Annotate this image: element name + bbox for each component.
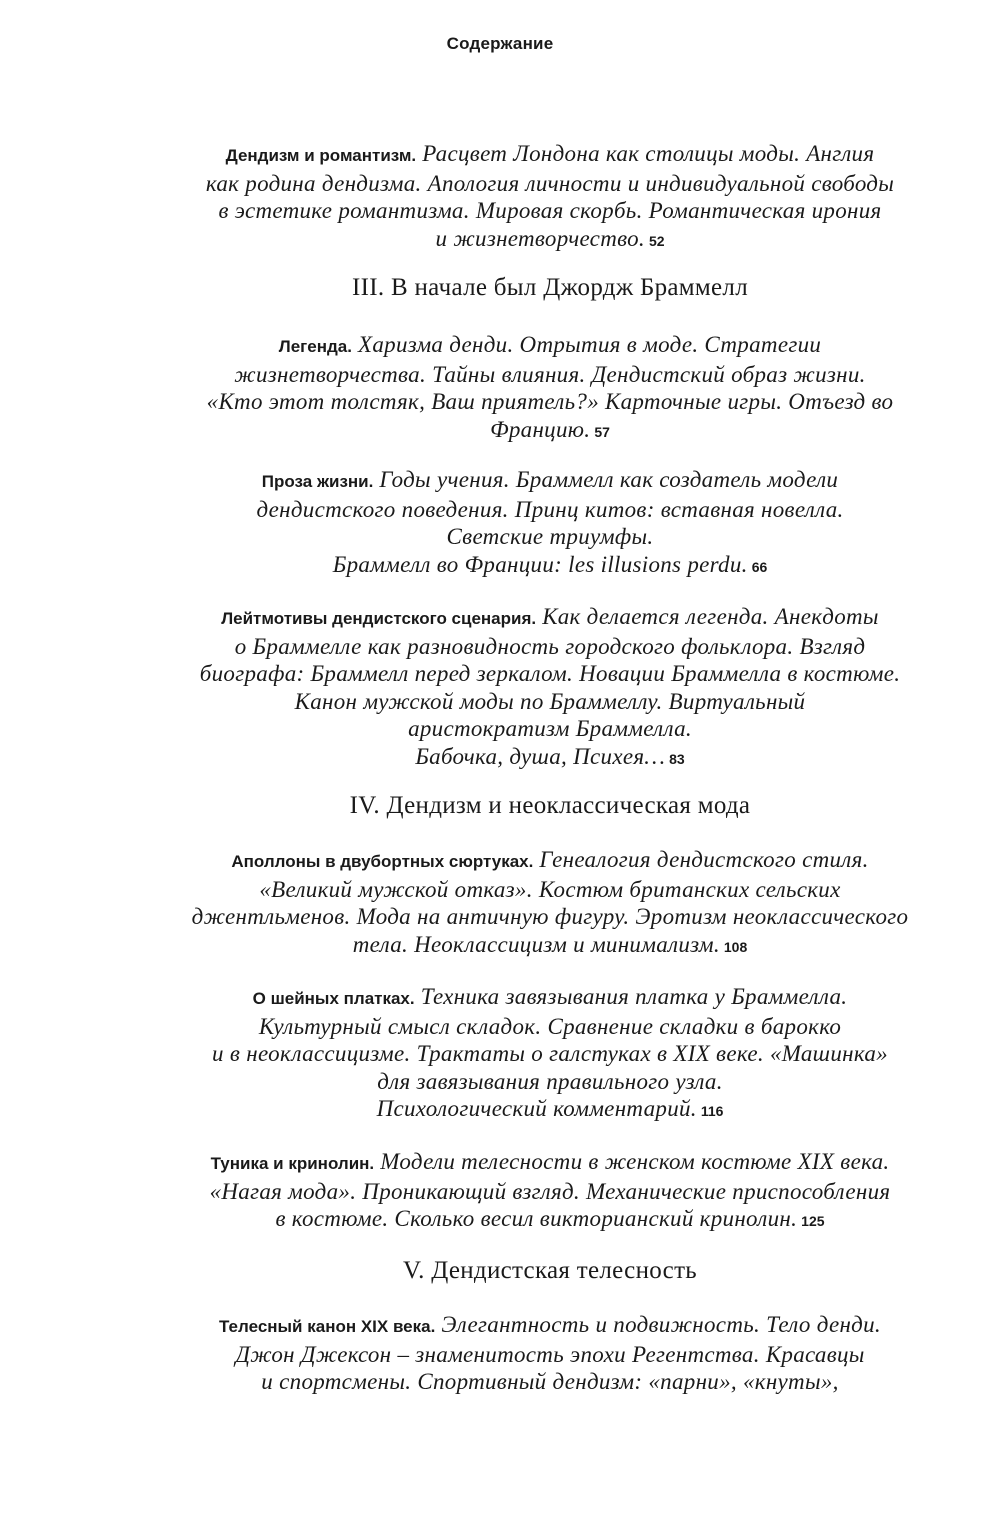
entry-text: Генеалогия дендистского стиля. — [539, 847, 869, 872]
entry-line: Культурный смысл складок. Сравнение складки в барокко — [258, 1013, 842, 1039]
entry-line — [110, 140, 990, 170]
entry-line: «Кто этот толстяк, Ваш приятель?» Карточные игры. Отъезд во — [206, 389, 894, 414]
entry-text: Браммелл во Франции: les illusions perdu. — [332, 551, 748, 577]
entry-text: тела. Неоклассицизм и минимализм. — [352, 931, 720, 957]
entry-line — [110, 551, 990, 582]
entry-line — [110, 931, 990, 962]
entry-line: Канон мужской моды по Браммеллу. Виртуальный — [294, 688, 806, 714]
entry-line: о Браммелле как разновидность городского фольклора. Взгляд — [234, 633, 866, 659]
entry-line: «Великий мужской отказ». Костюм британских сельских — [259, 876, 841, 902]
entry-line: биографа: Браммелл перед зеркалом. Новации Браммелла в костюме. — [199, 661, 901, 686]
entry-line: Светские триумфы. — [446, 524, 654, 549]
entry-title: Телесный канон XIX века. — [219, 1317, 436, 1336]
entry-line — [110, 416, 990, 447]
entry-title: Легенда. — [278, 337, 352, 356]
page-number: 66 — [751, 558, 768, 575]
entry-text: Расцвет Лондона как столицы моды. Англия — [422, 141, 875, 166]
entry-title: Аполлоны в двубортных сюртуках. — [231, 852, 534, 871]
toc-entry — [110, 1148, 990, 1236]
entry-text: Модели телесности в женском костюме XIX века. — [380, 1149, 890, 1174]
page-number: 57 — [594, 423, 610, 440]
toc-entry — [110, 140, 990, 255]
toc-entry — [110, 983, 990, 1126]
page-number: 116 — [700, 1103, 724, 1119]
entry-text: Харизма денди. Отрытия в моде. Стратегии — [358, 332, 822, 357]
entry-line: аристократизм Браммелла. — [408, 716, 692, 741]
entry-text: Техника завязывания платка у Браммелла. — [420, 984, 848, 1009]
entry-line — [110, 1311, 990, 1341]
entry-line — [110, 225, 990, 256]
entry-title: Туника и кринолин. — [210, 1154, 375, 1173]
entry-text: Францию. — [490, 416, 591, 442]
entry-text: Годы учения. Браммелл как создатель модели — [379, 467, 839, 492]
toc-entry — [110, 466, 990, 581]
entry-line — [110, 983, 990, 1013]
running-head: Содержание — [446, 34, 554, 53]
entry-text: Психологический комментарий. — [376, 1096, 697, 1121]
entry-text: в костюме. Сколько весил викторианский кринолин. — [275, 1206, 798, 1231]
entry-line — [110, 603, 990, 633]
entry-text: Элегантность и подвижность. Тело денди. — [441, 1312, 881, 1337]
entry-line — [110, 1205, 990, 1236]
page-number: 52 — [648, 232, 665, 249]
entry-line — [110, 466, 990, 496]
entry-line: для завязывания правильного узла. — [377, 1068, 723, 1094]
toc-entry — [110, 331, 990, 446]
entry-text: Бабочка, душа, Психея… — [415, 743, 666, 769]
entry-line: жизнетворчества. Тайны влияния. Дендистский образ жизни. — [234, 361, 866, 387]
entry-title: Проза жизни. — [261, 472, 374, 491]
entry-line — [110, 1095, 990, 1126]
page-number: 125 — [801, 1213, 825, 1229]
entry-line — [110, 331, 990, 361]
entry-title: Дендизм и романтизм. — [225, 146, 417, 165]
entry-text: Как делается легенда. Анекдоты — [542, 604, 879, 629]
chapter-heading: V. Дендистская телесность — [402, 1257, 698, 1284]
entry-line — [110, 846, 990, 876]
entry-title: Лейтмотивы дендистского сценария. — [221, 609, 537, 628]
entry-line: джентльменов. Мода на античную фигуру. Эротизм неоклассического — [191, 904, 909, 929]
entry-text: и жизнетворчество. — [435, 225, 645, 251]
entry-line: дендистского поведения. Принц китов: вставная новелла. — [256, 496, 844, 522]
chapter-heading: III. В начале был Джордж Браммелл — [352, 274, 748, 301]
toc-entry — [110, 603, 990, 773]
page-number: 108 — [723, 938, 748, 955]
entry-line: «Нагая мода». Проникающий взгляд. Механические приспособления — [209, 1178, 891, 1204]
entry-line — [110, 1148, 990, 1178]
entry-line: и в неоклассицизме. Трактаты о галстуках в XIX веке. «Машинка» — [212, 1041, 888, 1066]
entry-line: как родина дендизма. Апология личности и индивидуальной свободы — [205, 170, 895, 196]
entry-line — [110, 743, 990, 774]
chapter-heading: IV. Дендизм и неоклассическая мода — [349, 792, 751, 819]
page-number: 83 — [669, 750, 685, 767]
entry-line: и спортсмены. Спортивный дендизм: «парни», «кнуты», — [261, 1369, 839, 1394]
toc-entry — [110, 1311, 990, 1396]
entry-line: Джон Джексон – знаменитость эпохи Регентства. Красавцы — [235, 1341, 865, 1367]
entry-title: О шейных платках. — [252, 989, 415, 1008]
toc-entry — [110, 846, 990, 961]
entry-line: в эстетике романтизма. Мировая скорбь. Романтическая ирония — [218, 198, 882, 223]
